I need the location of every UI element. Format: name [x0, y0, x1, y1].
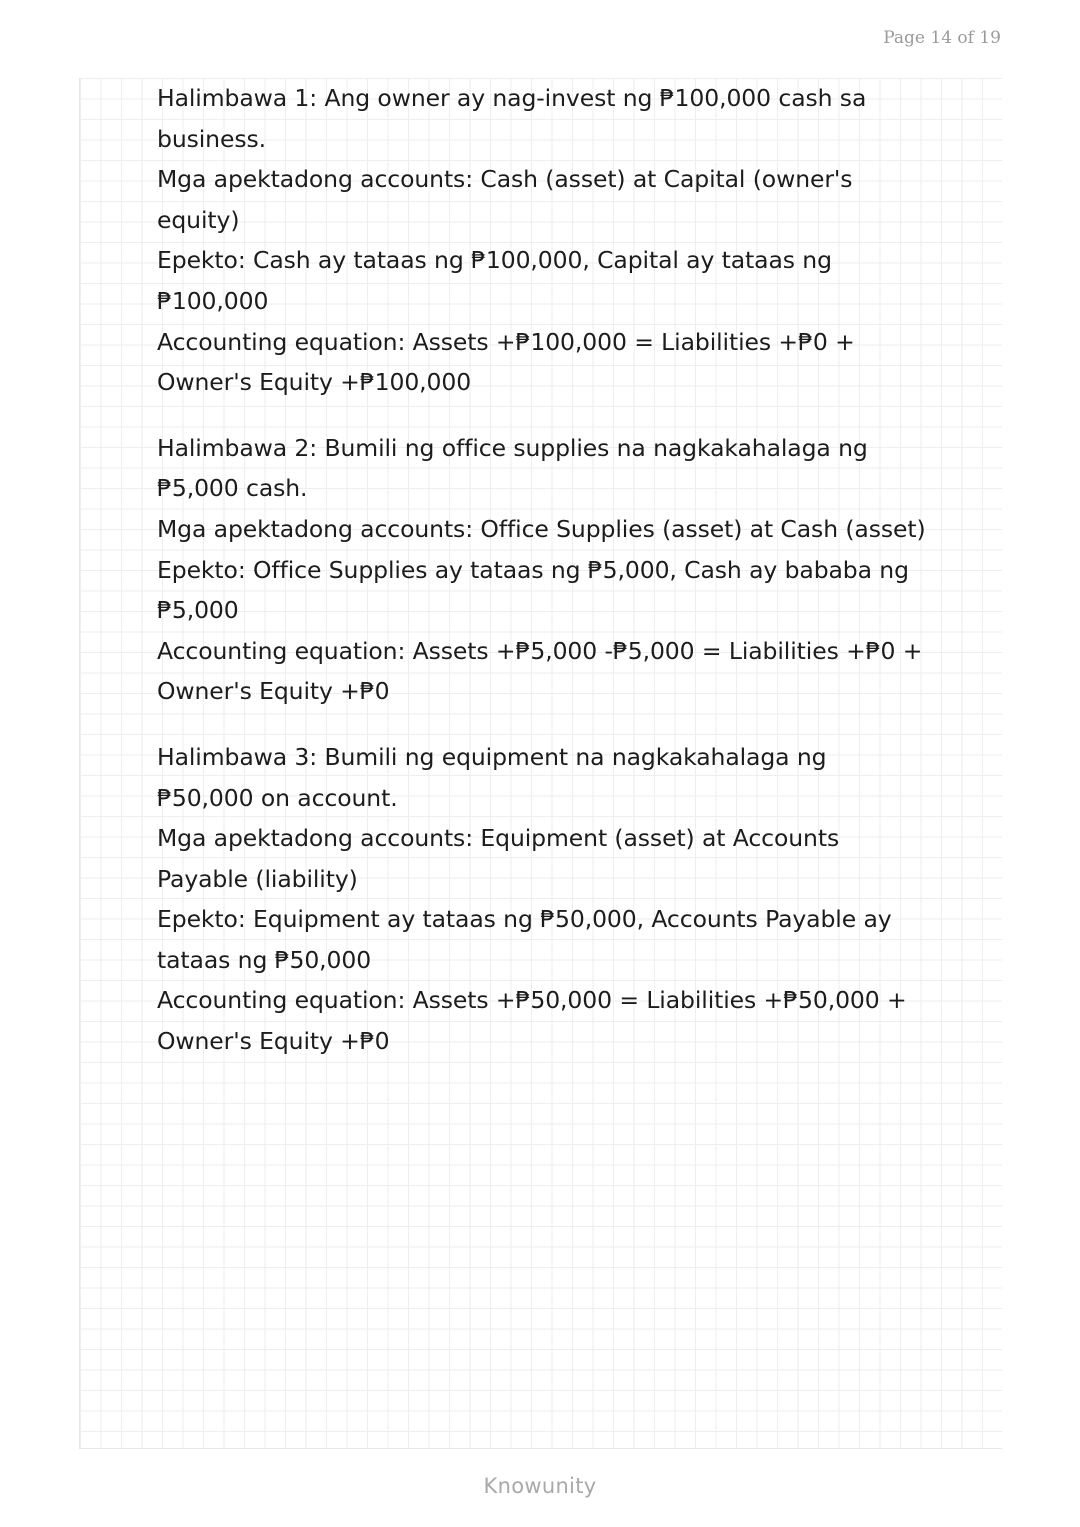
effect: Epekto: Cash ay tataas ng ₱100,000, Capital ay tataas ng ₱100,000	[157, 246, 832, 315]
example-statement: Halimbawa 3: Bumili ng equipment na nagkakahalaga ng ₱50,000 on account.	[157, 742, 827, 812]
affected-accounts: Mga apektadong accounts: Office Supplies (asset) at Cash (asset)	[157, 514, 926, 543]
page-number: Page 14 of 19	[883, 28, 1001, 48]
effect: Epekto: Office Supplies ay tataas ng ₱5,000, Cash ay bababa ng ₱5,000	[157, 555, 909, 625]
affected-accounts: Mga apektadong accounts: Cash (asset) at Capital (owner's equity)	[157, 165, 853, 234]
page-content	[157, 78, 927, 1087]
example-2	[157, 428, 927, 712]
accounting-equation: Accounting equation: Assets +₱50,000 = Liabilities +₱50,000 + Owner's Equity +₱0	[157, 986, 907, 1056]
accounting-equation: Accounting equation: Assets +₱5,000 -₱5,000 = Liabilities +₱0 + Owner's Equity +₱0	[157, 636, 923, 706]
footer-brand: Knowunity	[483, 1474, 597, 1498]
example-1	[157, 78, 927, 403]
effect: Epekto: Equipment ay tataas ng ₱50,000, Accounts Payable ay tataas ng ₱50,000	[157, 905, 892, 974]
example-statement: Halimbawa 1: Ang owner ay nag-invest ng ₱100,000 cash sa business.	[157, 84, 867, 153]
accounting-equation: Accounting equation: Assets +₱100,000 = Liabilities +₱0 + Owner's Equity +₱100,000	[157, 327, 855, 397]
affected-accounts: Mga apektadong accounts: Equipment (asset) at Accounts Payable (liability)	[157, 824, 840, 893]
example-3	[157, 737, 927, 1062]
example-statement: Halimbawa 2: Bumili ng office supplies na nagkakahalaga ng ₱5,000 cash.	[157, 433, 868, 503]
